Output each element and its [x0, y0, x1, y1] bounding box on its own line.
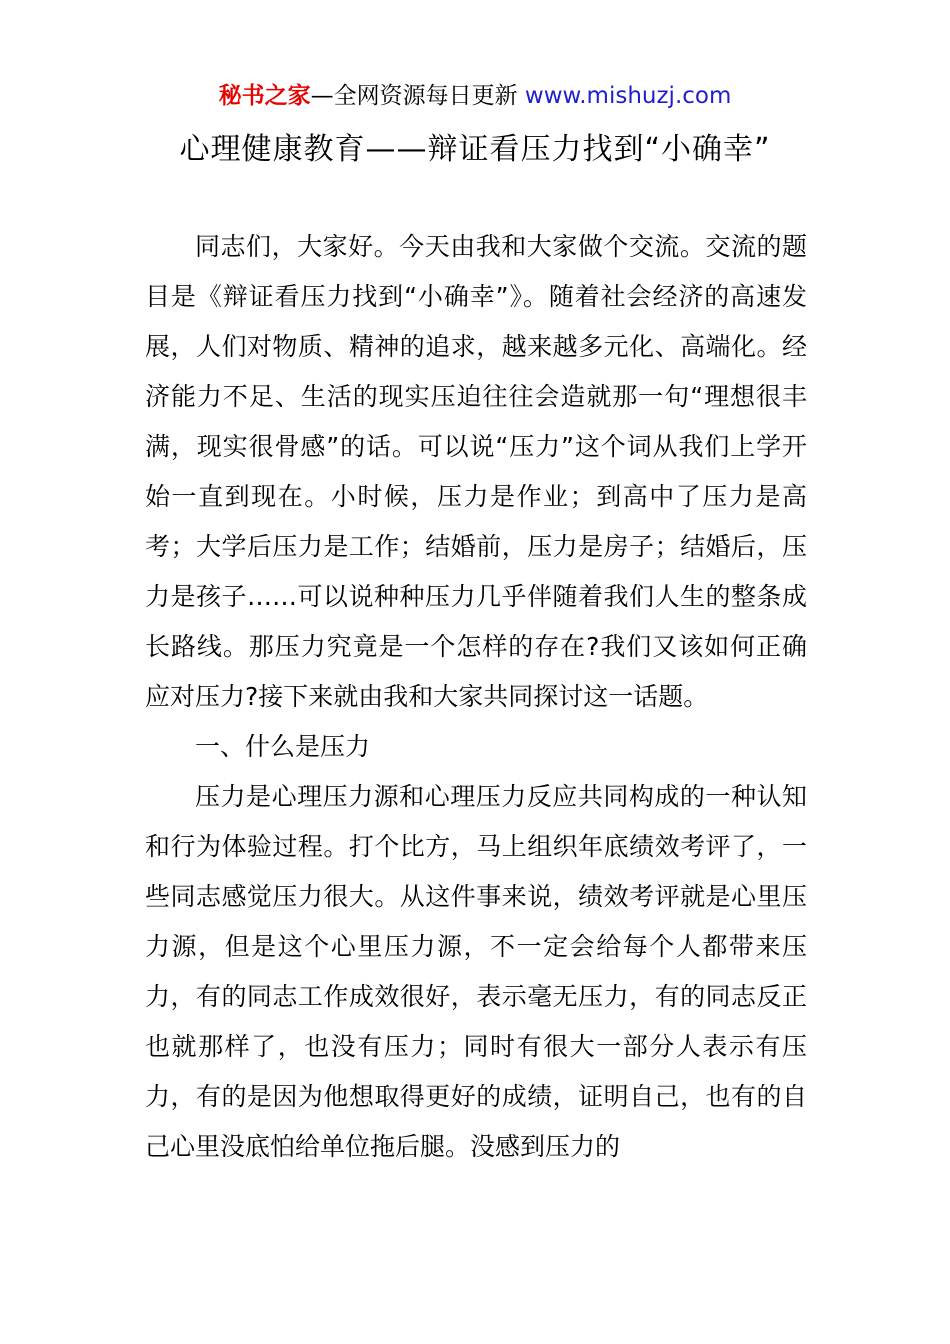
- site-header: [0, 80, 950, 112]
- document-body: [145, 222, 807, 1172]
- brand-name: 秘书之家: [218, 83, 311, 109]
- paragraph-definition: 压力是心理压力源和心理压力反应共同构成的一种认知和行为体验过程。打个比方，马上组织年底绩效考评了，一些同志感觉压力很大。从这件事来说，绩效考评就是心里压力源，但是这个心里压力源，不一定会给每个人都带来压力，有的同志工作成效很好，表示毫无压力，有的同志反正也就那样了，也没有压力；同时有很大一部分人表示有压力，有的是因为他想取得更好的成绩，证明自己，也有的自己心里没底怕给单位拖后腿。没感到压力的: [145, 782, 807, 1161]
- header-tagline: —全网资源每日更新: [310, 83, 525, 109]
- document-title: 心理健康教育——辩证看压力找到“小确幸”: [179, 132, 771, 167]
- paragraph-intro: 同志们，大家好。今天由我和大家做个交流。交流的题目是《辩证看压力找到“小确幸”》。随着社会经济的高速发展，人们对物质、精神的追求，越来越多元化、高端化。经济能力不足、生活的现实压迫往往会造就那一句“理想很丰满，现实很骨感”的话。可以说“压力”这个词从我们上学开始一直到现在。小时候，压力是作业；到高中了压力是高考；大学后压力是工作；结婚前，压力是房子；结婚后，压力是孩子……可以说种种压力几乎伴随着我们人生的整条成长路线。那压力究竟是一个怎样的存在?我们又该如何正确应对压力?接下来就由我和大家共同探讨这一话题。: [145, 232, 807, 711]
- section-heading-what-is-pressure: 一、什么是压力: [195, 732, 371, 761]
- site-url-link[interactable]: www.mishuzj.com: [524, 83, 732, 109]
